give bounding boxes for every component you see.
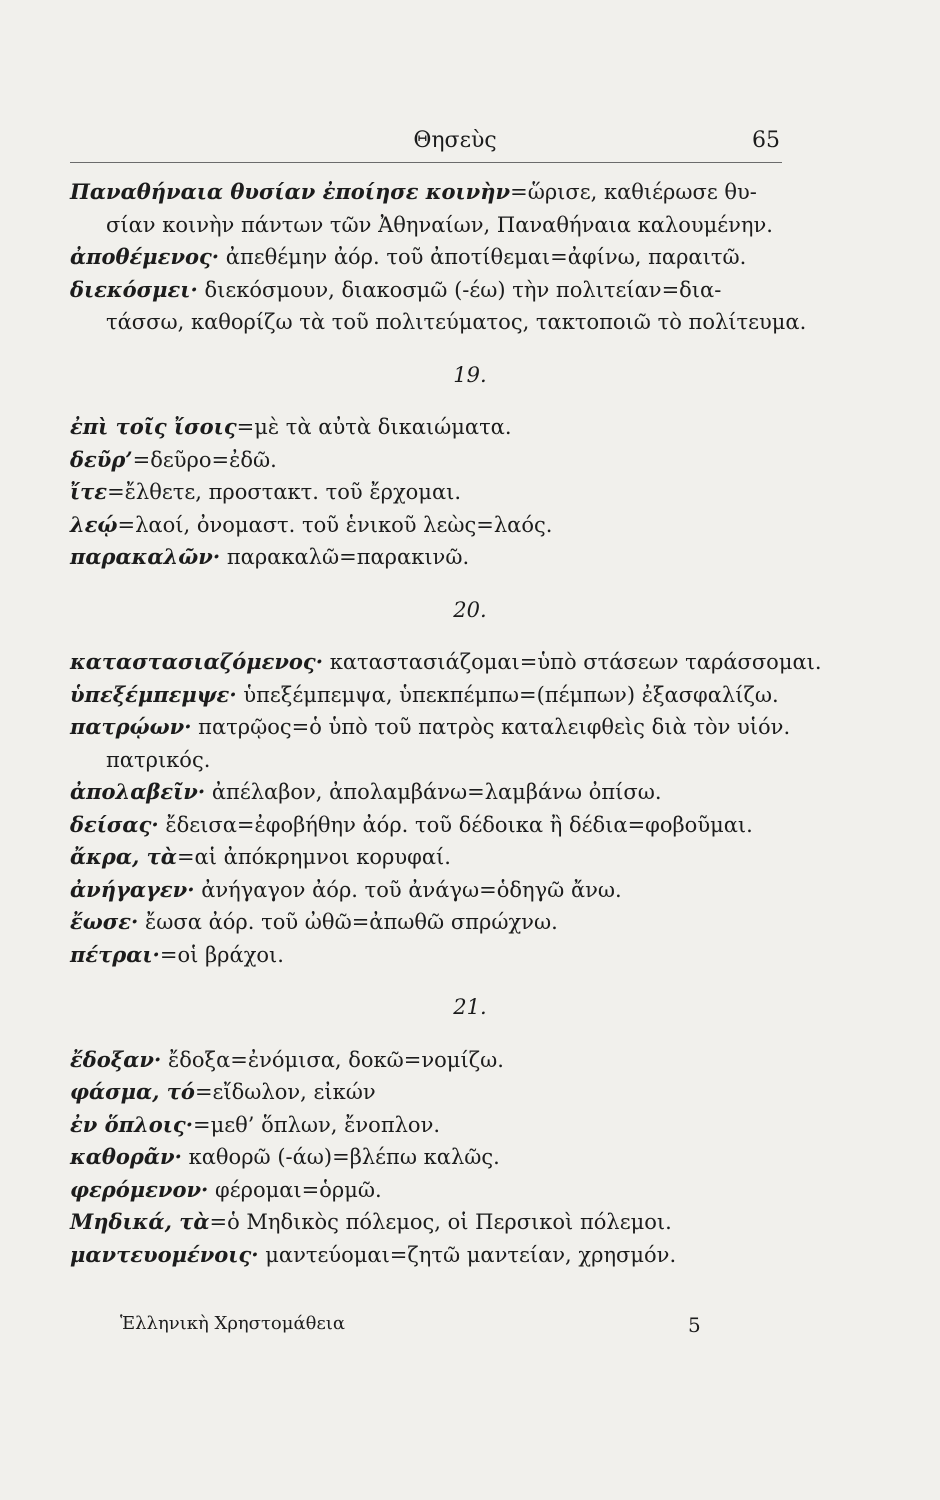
entry-definition: πατρῷος=ὁ ὑπὸ τοῦ πατρὸς καταλειφθεὶς διὰ τὸν υἱόν. bbox=[191, 715, 791, 739]
entry-continuation: τάσσω, καθορίζω τὰ τοῦ πολιτεύματος, τακτοποιῶ τὸ πολίτευμα. bbox=[106, 310, 807, 334]
entry-lemma: ἔωσε· bbox=[70, 909, 139, 934]
entry-definition: =εἴδωλον, εἰκών bbox=[194, 1080, 376, 1104]
glossary-entry bbox=[70, 908, 782, 936]
entry-definition: ὑπεξέμπεμψα, ὑπεκπέμπω=(πέμπων) ἐξασφαλίζω. bbox=[236, 682, 779, 707]
entry-definition: =λαοί, ὀνομαστ. τοῦ ἑνικοῦ λεὼς=λαός. bbox=[117, 512, 553, 537]
glossary-entry bbox=[70, 713, 791, 741]
entry-lemma: δείσας· bbox=[70, 811, 159, 837]
running-header-title: Θησεὺς bbox=[413, 128, 497, 153]
glossary-entry bbox=[70, 811, 782, 839]
glossary-entry bbox=[70, 843, 782, 871]
entry-lemma: ἀποθέμενος· bbox=[70, 244, 220, 269]
glossary-entry bbox=[70, 413, 782, 441]
entry-definition: ἔωσα ἀόρ. τοῦ ὠθῶ=ἀπωθῶ σπρώχνω. bbox=[138, 910, 558, 934]
entry-definition: =δεῦρο=ἐδῶ. bbox=[132, 447, 277, 472]
page-number: 65 bbox=[752, 128, 780, 153]
entry-definition: =αἱ ἀπόκρημνοι κορυφαί. bbox=[176, 845, 451, 869]
entry-continuation: πατρικός. bbox=[106, 747, 211, 772]
glossary-entry bbox=[70, 1208, 782, 1236]
entry-lemma: ἄκρα, τὰ bbox=[70, 844, 177, 869]
glossary-entry bbox=[70, 478, 782, 506]
entry-lemma: ἴτε bbox=[70, 479, 108, 504]
entry-lemma: ὑπεξέμπεμψε· bbox=[70, 681, 237, 707]
entry-lemma: Μηδικά, τὰ bbox=[70, 1209, 210, 1234]
entry-definition: =ὥρισε, καθιέρωσε θυ- bbox=[510, 180, 757, 204]
glossary-entry bbox=[70, 876, 782, 904]
entry-definition: ἀπεθέμην ἀόρ. τοῦ ἀποτίθεμαι=ἀφίνω, παραιτῶ. bbox=[219, 245, 747, 269]
glossary-entry bbox=[70, 778, 782, 806]
entry-lemma: πέτραι· bbox=[70, 941, 160, 967]
entry-lemma: ἀνήγαγεν· bbox=[70, 876, 195, 902]
glossary-entry bbox=[70, 1046, 782, 1074]
glossary-entry bbox=[70, 243, 782, 271]
header-rule bbox=[70, 162, 782, 163]
entry-lemma: ἐν ὅπλοις· bbox=[70, 1111, 194, 1137]
glossary-entry bbox=[70, 446, 782, 474]
entry-lemma: παρακαλῶν· bbox=[70, 544, 221, 569]
entry-lemma: καθορᾶν· bbox=[70, 1144, 182, 1169]
glossary-entry bbox=[70, 941, 782, 969]
glossary-entry bbox=[70, 276, 782, 304]
glossary-entry bbox=[70, 1111, 782, 1139]
entry-definition: ἔδεισα=ἐφοβήθην ἀόρ. τοῦ δέδοικα ἢ δέδια=φοβοῦμαι. bbox=[158, 812, 753, 837]
entry-definition: ἔδοξα=ἐνόμισα, δοκῶ=νομίζω. bbox=[161, 1047, 504, 1072]
entry-definition: =μεθ’ ὅπλων, ἔνοπλον. bbox=[193, 1112, 441, 1137]
entry-lemma: καταστασιαζόμενος· bbox=[70, 649, 324, 674]
entry-lemma: ἔδοξαν· bbox=[70, 1046, 162, 1072]
entry-lemma: μαντευομένοις· bbox=[70, 1241, 259, 1267]
entry-lemma: Παναθήναια θυσίαν ἐποίησε κοινὴν bbox=[70, 179, 511, 204]
glossary-entry bbox=[70, 1143, 782, 1171]
entry-definition: ἀνήγαγον ἀόρ. τοῦ ἀνάγω=ὁδηγῶ ἄνω. bbox=[194, 877, 622, 902]
section-number: 21. bbox=[453, 995, 487, 1019]
entry-definition: καθορῶ (-άω)=βλέπω καλῶς. bbox=[181, 1145, 500, 1169]
entry-definition: ἀπέλαβον, ἀπολαμβάνω=λαμβάνω ὀπίσω. bbox=[205, 780, 662, 804]
signature-mark: 5 bbox=[688, 1313, 701, 1337]
section-number: 20. bbox=[453, 597, 487, 622]
entry-lemma: λεῴ bbox=[70, 511, 118, 537]
section-number: 19. bbox=[453, 362, 487, 387]
entry-lemma: φερόμενον· bbox=[70, 1176, 209, 1202]
entry-definition: =οἱ βράχοι. bbox=[159, 942, 284, 967]
entry-definition: φέρομαι=ὁρμῶ. bbox=[208, 1177, 382, 1202]
glossary-entry bbox=[70, 1241, 782, 1269]
entry-lemma: πατρῴων· bbox=[70, 714, 192, 739]
entry-definition: διεκόσμουν, διακοσμῶ (-έω) τὴν πολιτείαν=δια- bbox=[197, 277, 722, 302]
glossary-entry bbox=[70, 648, 822, 676]
entry-lemma: ἀπολαβεῖν· bbox=[70, 779, 206, 804]
glossary-entry bbox=[70, 1078, 782, 1106]
entry-definition: μαντεύομαι=ζητῶ μαντείαν, χρησμόν. bbox=[258, 1242, 677, 1267]
entry-definition: καταστασιάζομαι=ὑπὸ στάσεων ταράσσομαι. bbox=[323, 650, 822, 674]
entry-definition: =ἔλθετε, προστακτ. τοῦ ἔρχομαι. bbox=[107, 480, 462, 504]
entry-definition: =μὲ τὰ αὐτὰ δικαιώματα. bbox=[236, 415, 512, 439]
footer-book-title: Ἑλληνικὴ Χρηστομάθεια bbox=[120, 1313, 345, 1334]
entry-lemma: φάσμα, τό bbox=[70, 1079, 195, 1104]
entry-continuation: σίαν κοινὴν πάντων τῶν Ἀθηναίων, Παναθήναια καλουμένην. bbox=[106, 212, 773, 237]
glossary-entry bbox=[70, 681, 782, 709]
entry-definition: =ὁ Μηδικὸς πόλεμος, οἱ Περσικοὶ πόλεμοι. bbox=[209, 1210, 672, 1234]
entry-definition: παρακαλῶ=παρακινῶ. bbox=[220, 545, 470, 569]
entry-lemma: δεῦρ’ bbox=[70, 446, 133, 472]
glossary-entry bbox=[70, 1176, 782, 1204]
entry-lemma: ἐπὶ τοῖς ἴσοις bbox=[70, 414, 237, 439]
entry-lemma: διεκόσμει· bbox=[70, 276, 198, 302]
glossary-entry bbox=[70, 543, 782, 571]
glossary-entry bbox=[70, 178, 782, 206]
glossary-entry bbox=[70, 511, 782, 539]
